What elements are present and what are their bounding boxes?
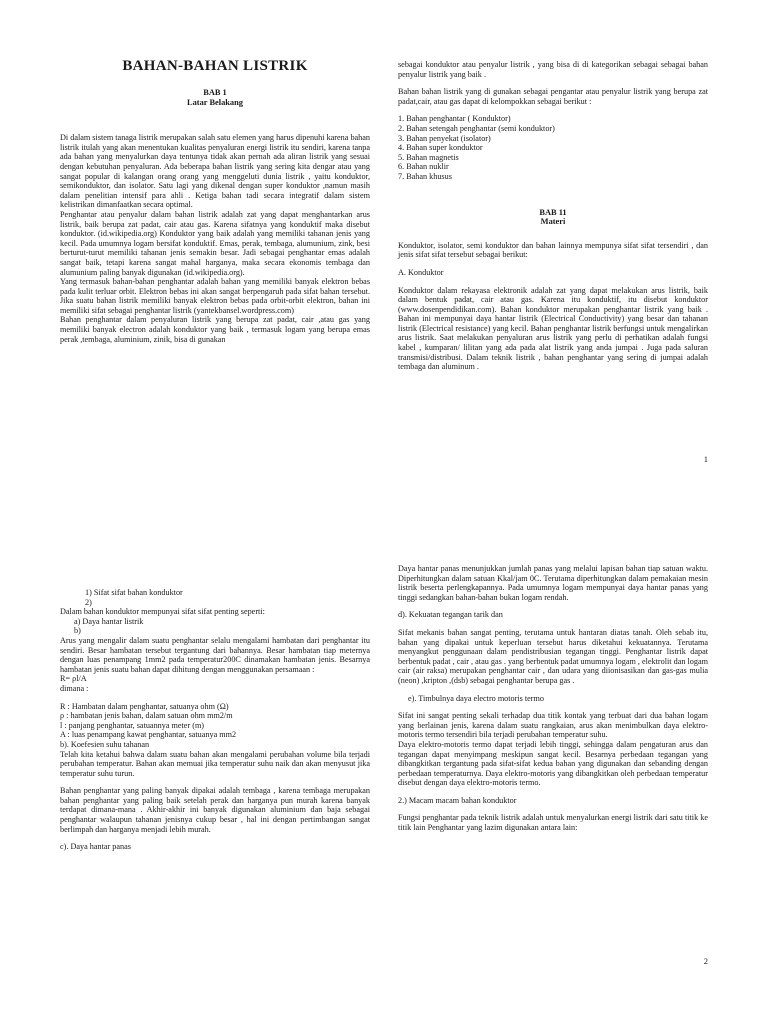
paragraph-elektron-bebas: Yang termasuk bahan-bahan penghantar adalah bahan yang memiliki banyak elektron bebas pada kulit terluar orbit. Elektron bebas ini akan sangat berpengaruh pada sifat bahan tersebut. Jika suatu bahan listrik memiliki banyak elektron bebas pada orbit-orbit elektron, bahan ini memiliki sifat sebagai penghantar listrik (yantekbansel.wordpress.com) (60, 277, 370, 315)
bab1-heading: BAB 1 (203, 88, 227, 97)
paragraph-kekuatan: Sifat mekanis bahan sangat penting, terutama untuk hantaran diatas tanah. Oleh sebab itu, bahan yang dipakai untuk keperluan tersebut harus diketahui kekuatannya. Terutama menyangkut penggunaan dalam pendistribusian tegangan tinggi. Penghantar listrik dapat berbentuk padat , cair , atau gas . yang berbentuk padat umumnya logam , elektrolit dan logam cair (air raksa) merupakan penghantar cair , dan udara yang diionisasikan dan gas-gas mulia (neon) ,kripton ,(dsb) sebagai penghantar berupa gas . (398, 627, 708, 685)
variable-definition: A : luas penampang kawat penghantar, satuanya mm2 (60, 730, 237, 740)
paragraph-koefisien: Telah kita ketahui bahwa dalam suatu bahan akan mengalami perubahan volume bila terjadi perubahan temperatur. Bahan akan memuai jika temperatur suhu naik dan akan menyusut jika temperatur suhu turun. (60, 749, 370, 778)
paragraph-continuation: sebagai konduktor atau penyalur listrik , yang bisa di di kategorikan sebagai sebagai bahan penyalur listrik yang baik . (398, 60, 708, 79)
material-list (398, 114, 708, 181)
paragraph-elektro-2: Daya elektro-motoris termo dapat terjadi lebih tinggi, sehingga dalam pengaturan arus dan tegangan dapat menyimpang meskipun sangat kecil. Besarnya perbedaan tegangan yang dibangkitkan tergantung pada sifat-sifat kedua bahan yang digunakan dan sebanding dengan perbedaan temperaturnya. Daya elektro-motoris yang dibangkitkan oleh perbedaan temperatur disebut dengan daya elektro-motoris termo. (398, 739, 708, 788)
list-item: 6. Bahan nuklir (398, 162, 449, 172)
paragraph-penghantar: Penghantar atau penyalur dalam bahan listrik adalah zat yang dapat menghantarkan arus listrik, baik berupa zat padat, cair atau gas. Karena sifatnya yang konduktif maka disebut konduktor. (id.wikipedia.org) Konduktor yang baik adalah yang memiliki tahanan jenis yang kecil. Pada umumnya logam bersifat konduktif. Emas, perak, tembaga, alumunium, zink, besi berturut-turut memiliki tahanan jenis semakin besar. Jadi sebagai penghantar emas adalah sangat baik, tetapi karena sangat mahal harganya, maka secara ekonomis tembaga dan alumunium paling banyak digunakan (id.wikipedia.org). (60, 209, 370, 277)
document-title: BAHAN-BAHAN LISTRIK (122, 58, 308, 74)
bab2-heading: BAB 11 (539, 207, 567, 217)
paragraph-macam: Fungsi penghantar pada teknik listrik adalah untuk menyalurkan energi listrik dari satu titik ke titik lain Penghantar yang lazim digunakan antara lain: (398, 813, 708, 833)
variable-definition: ρ : hambatan jenis bahan, dalam satuan ohm mm2/m (60, 711, 233, 721)
paragraph-intro: Di dalam sistem tanaga listrik merupakan salah satu elemen yang harus dipenuhi karena bahan listrik itulah yang akan menentukan kualitas penyaluran energi listrik itu sendiri, karena tanpa ada bahan yang menyalurkan daya tentunya tidak akan pernah ada aliran listrik yang sesuai dengan kebutuhan penyaluran. Ada beberapa bahan listrik yang sering kita dengar atau yang sangat popular di kalangan orang orang yang menggeluti dunia listrik , yaitu konduktor, semikonduktor, dan isolator. Satu lagi yang dikenal dengan super konduktor ,namun masih dalam penelitian intensif para ahli . Ketiga bahan tadi secara integratif dalam sistem kelistrikan dimanfaatkan secara optimal. (60, 133, 370, 210)
page-number: 1 (703, 454, 708, 464)
list-item: 5. Bahan magnetis (398, 152, 459, 162)
dimana-label: dimana : (60, 683, 89, 693)
paragraph-daya-hantar-panas: Daya hantar panas menunjukkan jumlah panas yang melalui lapisan bahan tiap satuan waktu. Diperhitungkan dalam satuan Kkal/jam 0C. Terutama diperhitungkan dalam pemakaian mesin listrik beserta perlengkapannya. Pada umumnya logam mempunyai daya hantar panas yang tinggi sedangkan bahan-bahan bukan logam rendah. (398, 564, 708, 602)
sifat-intro: Dalam bahan konduktor mempunyai sifat sifat penting seperti: (60, 607, 265, 617)
paragraph-hambatan: Arus yang mengalir dalam suatu penghantar selalu mengalami hambatan dari penghantar itu sendiri. Besar hambatan tersebut tergantung dari bahannya. Besar hambatan tiap meternya dengan luas penampang 1mm2 pada temperatur200C dinamakan hambatan jenis. Besarnya hambatan jenis suatu bahan dapat dihitung dengan menggunakan persamaan : (60, 635, 370, 674)
elektro-motoris-heading: e). Timbulnya daya electro motoris termo (408, 693, 544, 703)
variable-definition: l : panjang penghantar, satuannya meter (m) (60, 720, 205, 730)
kekuatan-heading: d). Kekuatan tegangan tarik dan (398, 610, 503, 620)
formula: R= ρl/A (60, 674, 87, 684)
list-item: 2) (85, 597, 92, 607)
bab1-subheading: Latar Belakang (187, 97, 243, 107)
paragraph-bahan-penghantar: Bahan penghantar dalam penyaluran listrik yang berupa zat padat, cair ,atau gas yang memiliki banyak electron adalah konduktor yang baik , termasuk logam yang berupa emas perak ,tembaga, aluminium, zinik, bisa di gunakan (60, 315, 370, 344)
page2-left-column (60, 588, 370, 852)
list-item: 7. Bahan khusus (398, 171, 452, 181)
list-item: 2. Bahan setengah penghantar (semi konduktor) (398, 123, 555, 133)
list-item: 4. Bahan super konduktor (398, 143, 483, 153)
section-a-heading: A. Konduktor (398, 267, 444, 277)
paragraph-pengelompokan: Bahan bahan listrik yang di gunakan sebagai pengantar atau penyalur listrik yang berupa zat padat,cair, atau gas dapat di kelompokkan sebagai berikut : (398, 87, 708, 106)
daya-hantar-listrik-heading: a) Daya hantar listrik (74, 616, 144, 626)
page1-right-column (398, 60, 708, 372)
daya-hantar-panas-heading: c). Daya hantar panas (60, 842, 131, 852)
koefisien-heading: b). Koefesien suhu tahanan (60, 739, 150, 749)
page2-right-column (398, 564, 708, 833)
paragraph-elektro-1: Sifat ini sangat penting sekali terhadap dua titik kontak yang terbuat dari dua bahan logam yang berlainan jenis, karena dalam suatu rangkaian, arus akan menimbulkan daya elektro-motoris termo tersendiri bila terjadi perubahan temperatur suhu. (398, 711, 708, 740)
variable-definition: R : Hambatan dalam penghantar, satuanya ohm (Ω) (60, 701, 229, 711)
list-item: 1. Bahan penghantar ( Konduktor) (398, 114, 511, 124)
document-page-2 (0, 512, 768, 1024)
page-number: 2 (703, 956, 708, 966)
list-item: 3. Bahan penyekat (isolator) (398, 133, 491, 143)
paragraph-konduktor: Konduktor dalam rekayasa elektronik adalah zat yang dapat melakukan arus listrik, baik dalam bentuk padat, cair atau gas. Karena itu konduktif, itu disebut konduktor (www.dosenpendidikan.com). Bahan konduktor merupakan penghantar listrik yang baik . Bahan ini mempunyai daya hantar listrik (Electrical Conductivity) yang besar dan tahanan listrik (Electrical resistance) yang kecil. Bahan penghantar listrik berfungsi untuk mengalirkan arus listrik. Saat melakukan penyaluran arus listrik yang perlu di perhatikan adalah fungsi kabel , kumparan/ lilitan yang ada pada alat listrik yang anda jumpai . Juga pada saluran transmisi/distribusi. Dalam teknik listrik , bahan penghantar yang sering di jumpai adalah tembaga dan aluminum . (398, 285, 708, 372)
page1-left-column (60, 88, 370, 344)
paragraph-bab2-intro: Konduktor, isolator, semi konduktor dan bahan lainnya mempunya sifat sifat tersendiri , dan jenis sifat sifat tersebut sebagai berikut: (398, 240, 708, 260)
bab2-subheading: Materi (540, 217, 566, 227)
list-item: b) (74, 626, 81, 636)
paragraph-tembaga: Bahan penghantar yang paling banyak dipakai adalah tembaga , karena tembaga merupakan bahan penghantar yang paling baik setelah perak dan harganya pun murah karena banyak terdapat dimana-mana . Akhir-akhir ini banyak digunakan aluminium dan baja sebagai penghantar walaupun tahanan jenisnya cukup besar , hal ini dengan pertimbangan sangat berlimpah dan harganya menjadi lebih murah. (60, 786, 370, 834)
macam-heading: 2.) Macam macam bahan konduktor (398, 795, 517, 805)
sifat-heading: 1) Sifat sifat bahan konduktor (85, 588, 183, 597)
